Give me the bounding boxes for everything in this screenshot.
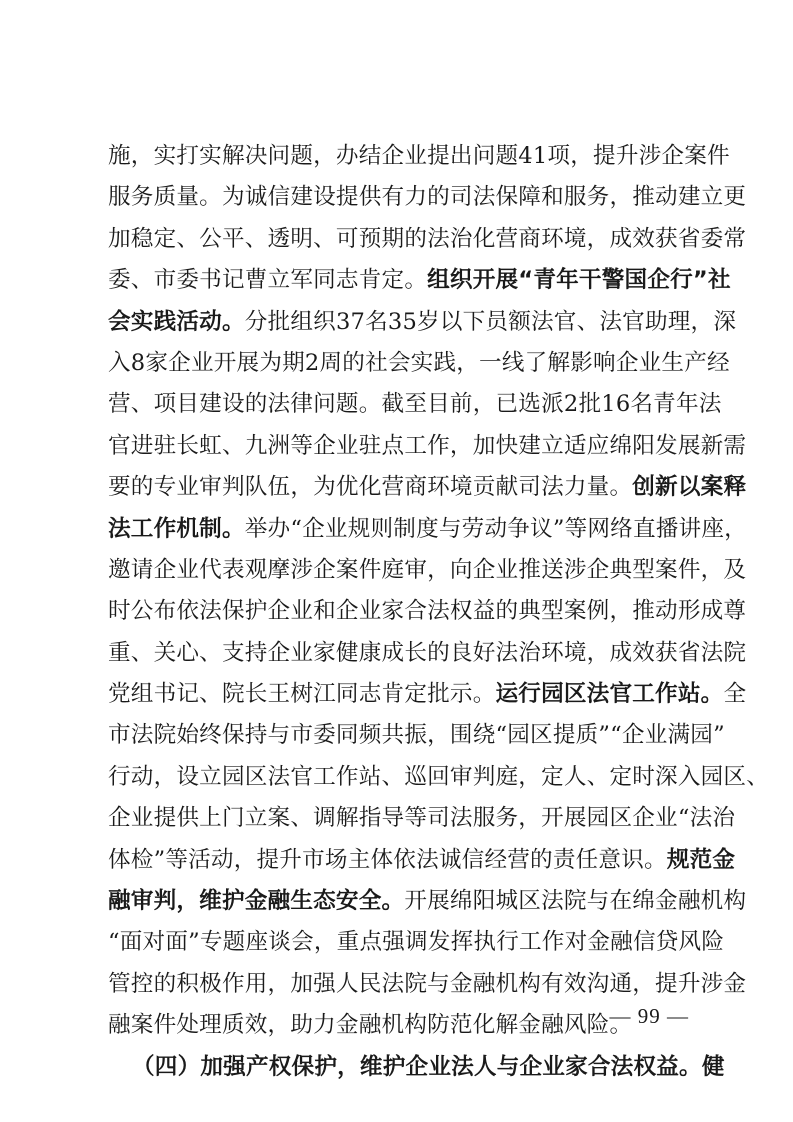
body-text	[108, 136, 770, 1088]
text-line	[108, 964, 747, 1005]
text-segment: 营、项目建设的法律问题。截至目前，已选派2批16名青年法	[108, 391, 722, 418]
text-line	[108, 550, 747, 591]
text-segment: 开展绵阳城区法院与在绵金融机构	[404, 888, 747, 915]
text-segment: 融案件处理质效，助力金融机构防范化解金融风险。	[108, 1012, 633, 1039]
text-line	[108, 881, 747, 922]
text-line	[108, 509, 747, 550]
text-line	[108, 302, 737, 343]
bold-text-segment: 会实践活动。	[108, 308, 245, 335]
bold-text-segment: 融审判，维护金融生态安全。	[108, 888, 405, 915]
text-segment: 行动，设立园区法官工作站、巡回审判庭，定人、定时深入园区、	[108, 763, 770, 790]
text-segment: 入8家企业开展为期2周的社会实践，一线了解影响企业生产经	[108, 349, 730, 376]
bold-text-segment: 组织开展“青年干警国企行”社	[427, 267, 731, 294]
text-segment: 邀请企业代表观摩涉企案件庭审，向企业推送涉企典型案件，及	[108, 556, 747, 583]
text-segment: “面对面”专题座谈会，重点强调发挥执行工作对金融信贷风险	[108, 929, 725, 956]
text-line	[108, 840, 736, 881]
text-line	[108, 136, 730, 177]
text-segment: 重、关心、支持企业家健康成长的良好法治环境，成效获省法院	[108, 639, 747, 666]
bold-text-segment: 运行园区法官工作站。	[495, 681, 724, 708]
text-line	[108, 1047, 725, 1088]
text-line	[108, 343, 730, 384]
text-segment: 全	[723, 681, 747, 708]
text-line	[108, 715, 725, 756]
bold-text-segment: 规范金	[666, 846, 736, 873]
text-segment: 施，实打实解决问题，办结企业提出问题41项，提升涉企案件	[108, 143, 730, 169]
text-segment: 分批组织37名35岁以下员额法官、法官助理，深	[244, 308, 737, 335]
text-line	[108, 757, 770, 798]
text-line	[108, 219, 747, 260]
text-segment: 加稳定、公平、透明、可预期的法治化营商环境，成效获省委常	[108, 225, 747, 252]
text-line	[108, 1005, 690, 1046]
page-number: — 99 —	[609, 1004, 689, 1028]
bold-text-segment: 创新以案释	[632, 474, 747, 501]
text-segment: 市法院始终保持与市委同频共振，围绕“园区提质”“企业满园”	[108, 722, 725, 749]
text-segment: 管控的积极作用，加强人民法院与金融机构有效沟通，提升涉金	[108, 970, 747, 997]
text-segment: 体检”等活动，提升市场主体依法诚信经营的责任意识。	[108, 846, 667, 873]
text-line	[108, 674, 747, 715]
text-line	[108, 426, 747, 467]
text-segment: 委、市委书记曹立军同志肯定。	[108, 267, 428, 294]
text-line	[108, 177, 747, 218]
text-line	[108, 798, 736, 839]
bold-text-segment: （四）加强产权保护，维护企业法人与企业家合法权益。健	[132, 1053, 725, 1080]
text-segment: 举办“企业规则制度与劳动争议”等网络直播讲座，	[244, 515, 747, 542]
text-segment: 服务质量。为诚信建设提供有力的司法保障和服务，推动建立更	[108, 184, 747, 211]
text-segment: 要的专业审判队伍，为优化营商环境贡献司法力量。	[108, 474, 633, 501]
text-line	[108, 922, 725, 963]
text-segment: 时公布依法保护企业和企业家合法权益的典型案例，推动形成尊	[108, 598, 747, 625]
text-segment: 党组书记、院长王树江同志肯定批示。	[108, 681, 496, 708]
text-line	[108, 633, 747, 674]
text-line	[108, 384, 722, 425]
text-segment: 官进驻长虹、九洲等企业驻点工作，加快建立适应绵阳发展新需	[108, 432, 747, 459]
text-segment: 企业提供上门立案、调解指导等司法服务，开展园区企业“法治	[108, 805, 736, 832]
bold-text-segment: 法工作机制。	[108, 515, 245, 542]
text-line	[108, 591, 747, 632]
text-line	[108, 467, 747, 508]
text-line	[108, 260, 731, 301]
